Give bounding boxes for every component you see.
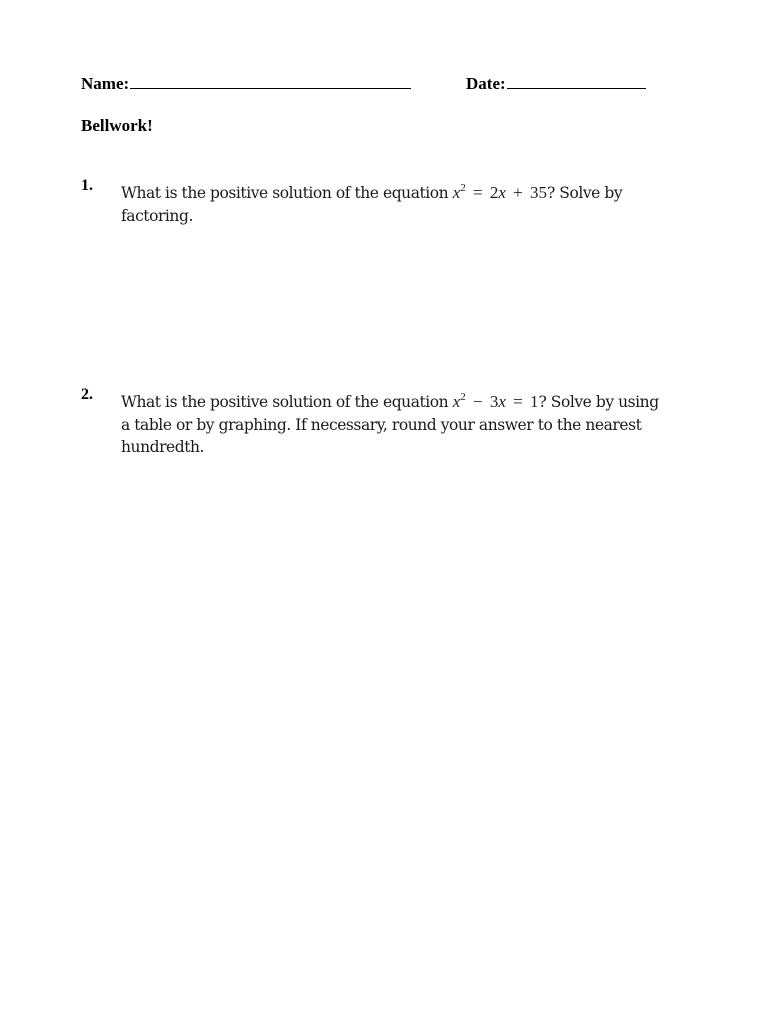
question-number: 1. (81, 177, 93, 194)
eq-operator: − (472, 392, 483, 411)
name-field (81, 74, 411, 94)
equation (453, 392, 539, 411)
eq-constant: 1 (529, 392, 539, 411)
eq-exponent: 2 (460, 182, 466, 194)
name-blank-line (130, 74, 411, 89)
eq-constant: 35 (529, 183, 547, 202)
question-text-after: ? Solve by factoring. (121, 184, 623, 225)
question-text-after: ? Solve by using a table or by graphing. If necessary, round your answer to the nearest hundredth. (121, 393, 659, 456)
question-text (121, 386, 661, 459)
eq-operator: = (513, 392, 523, 411)
question-text-before: What is the positive solution of the equation (121, 393, 453, 411)
question-text (121, 177, 661, 227)
question-text-before: What is the positive solution of the equation (121, 184, 453, 202)
eq-var: x (498, 392, 506, 411)
eq-operator: + (513, 183, 523, 202)
eq-exponent: 2 (460, 391, 466, 403)
page-title: Bellwork! (81, 116, 153, 135)
eq-var: x (498, 183, 506, 202)
eq-coefficient: 2 (489, 183, 499, 202)
eq-operator: = (472, 183, 483, 202)
eq-var: x (452, 183, 461, 202)
question-number: 2. (81, 386, 93, 403)
date-label: Date: (466, 74, 506, 93)
name-label: Name: (81, 74, 130, 93)
date-field (466, 74, 646, 94)
date-blank-line (507, 74, 646, 89)
equation (453, 183, 547, 202)
eq-var: x (452, 392, 461, 411)
eq-coefficient: 3 (489, 392, 499, 411)
